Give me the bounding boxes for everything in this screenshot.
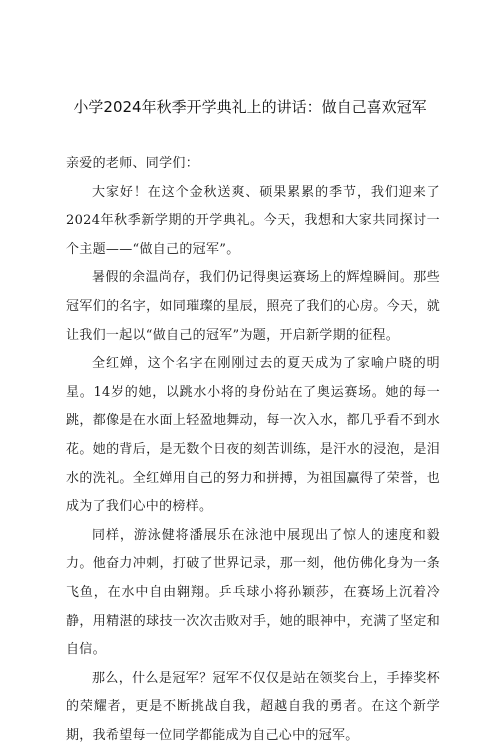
document-body <box>66 150 440 750</box>
paragraph-pan-zhanle-sun-yingsha: 同样，游泳健将潘展乐在泳池中展现出了惊人的速度和毅力。他奋力冲刺，打破了世界记录，那一刻，他仿佛化身为一条飞鱼，在水中自由翱翔。乒乓球小将孙颖莎，在赛场上沉着冷静，用精湛的球技一次次击败对手，她的眼神中，充满了坚定和自信。 <box>66 527 440 658</box>
paragraph-greeting: 大家好！在这个金秋送爽、硕果累累的季节，我们迎来了2024年秋季新学期的开学典礼。今天，我想和大家共同探讨一个主题——“做自己的冠军”。 <box>66 184 440 257</box>
paragraph-what-is-champion: 那么，什么是冠军？冠军不仅仅是站在领奖台上，手捧奖杯的荣耀者，更是不断挑战自我，超越自我的勇者。在这个新学期，我希望每一位同学都能成为自己心中的冠军。 <box>66 670 440 743</box>
salutation: 亲爱的老师、同学们： <box>66 156 200 171</box>
document-title: 小学2024年秋季开学典礼上的讲话：做自己喜欢冠军 <box>73 98 427 116</box>
paragraph-olympics-memory: 暑假的余温尚存，我们仍记得奥运赛场上的辉煌瞬间。那些冠军们的名字，如同璀璨的星辰，照亮了我们的心房。今天，就让我们一起以“做自己的冠军”为题，开启新学期的征程。 <box>66 270 440 343</box>
paragraph-quan-hongchan: 全红婵，这个名字在刚刚过去的夏天成为了家喻户晓的明星。14岁的她，以跳水小将的身份站在了奥运赛场。她的每一跳，都像是在水面上轻盈地舞动，每一次入水，都几乎看不到水花。她的背后，是无数个日夜的刻苦训练，是汗水的浸泡，是泪水的洗礼。全红婵用自己的努力和拼搏，为祖国赢得了荣誉，也成为了我们心中的榜样。 <box>66 356 440 515</box>
